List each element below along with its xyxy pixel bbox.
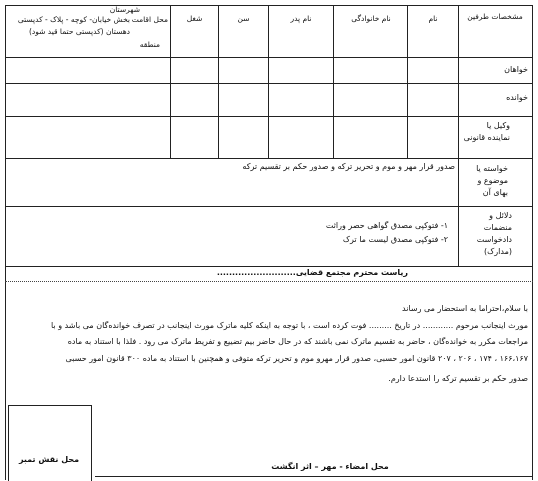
petition-heading: ریاست محترم مجتمع قضایی.......................... (216, 268, 408, 277)
row-line-evidence (5, 266, 533, 267)
row-line-header (5, 57, 533, 58)
header-residence-line4: منطقه (139, 40, 160, 49)
col-line-name (407, 5, 408, 158)
signature-rule (95, 476, 532, 477)
row-line-plaintiff (5, 83, 533, 84)
request-label: خواسته یا موضوع و بهای آن (476, 164, 508, 197)
col-line-father (268, 5, 269, 158)
table-left-border (5, 5, 6, 480)
col-line-age (218, 5, 219, 158)
header-father-name: نام پدر (290, 14, 312, 23)
row-line-defendant (5, 116, 533, 117)
petition-heading-rule (5, 281, 533, 282)
col-line-job (170, 5, 171, 158)
header-residence-line2: بخش خیابان- کوچه - پلاک - کدپستی (17, 15, 130, 24)
stamp-box (8, 405, 92, 481)
evidence-item-1: ۱- فتوکپی مصدق گواهی حصر وراثت (325, 221, 448, 230)
header-last-name: نام خانوادگی (351, 14, 391, 23)
evidence-label: دلائل و منضمات دادخواست (مدارک) (476, 211, 512, 256)
request-text: صدور قرار مهر و موم و تحریر ترکه و صدور حکم بر تقسیم ترکه (242, 162, 455, 171)
petition-line-3: ۱۶۶،۱۶۷ ، ۱۷۴ ، ۲۰۶ ، ۲۰۷ قانون امور حسبی، صدور قرار مهرو موم و تحریر ترکه متوفی و همچنین با استناد به ماده ۳۰۰ قانون امور حسبی (65, 354, 528, 363)
table-right-border (532, 5, 533, 480)
header-residence-label: محل اقامت (131, 15, 168, 24)
col-line-spec (458, 5, 459, 266)
header-residence-line3: دهستان (کدپستی حتما قید شود) (28, 27, 130, 36)
petition-greeting: با سلام،احتراما به استحضار می رساند (402, 304, 528, 313)
row-label-lawyer: وکیل یا نماینده قانونی (463, 121, 510, 142)
header-party-spec: مشخصات طرفین (467, 12, 523, 21)
header-age: سن (237, 14, 250, 23)
header-first-name: نام (428, 14, 438, 23)
evidence-item-2: ۲- فتوکپی مصدق لیست ما ترک (342, 235, 448, 244)
row-label-plaintiff: خواهان (504, 65, 528, 74)
header-residence-line1: شهرستان (109, 5, 140, 14)
petition-line-1: مورث اینجانب مرحوم ............ در تاریخ ......... فوت کرده است ، با توجه به اینکه کلیه ماترک مورث اینجانب در تصرف خوانده‌گان می باشد و با (50, 321, 528, 330)
signature-label: محل امضاء - مهر – اثر انگشت (271, 462, 389, 471)
row-line-lawyer (5, 158, 533, 159)
col-line-family (333, 5, 334, 158)
stamp-label: محل نقش تمبر (18, 455, 80, 464)
petition-line-4: صدور حکم بر تقسیم ترکه را استدعا دارم. (388, 374, 528, 383)
header-job: شغل (186, 14, 203, 23)
row-label-defendant: خوانده (506, 93, 528, 102)
petition-line-2: مراجعات مکرر به خوانده‌گان ، حاضر به تقسیم ماترک نمی باشند که در حال حاضر بیم تضییع و تفریط ماترک می رود . فلذا با استناد به ماده (67, 337, 528, 346)
row-line-request (5, 206, 533, 207)
